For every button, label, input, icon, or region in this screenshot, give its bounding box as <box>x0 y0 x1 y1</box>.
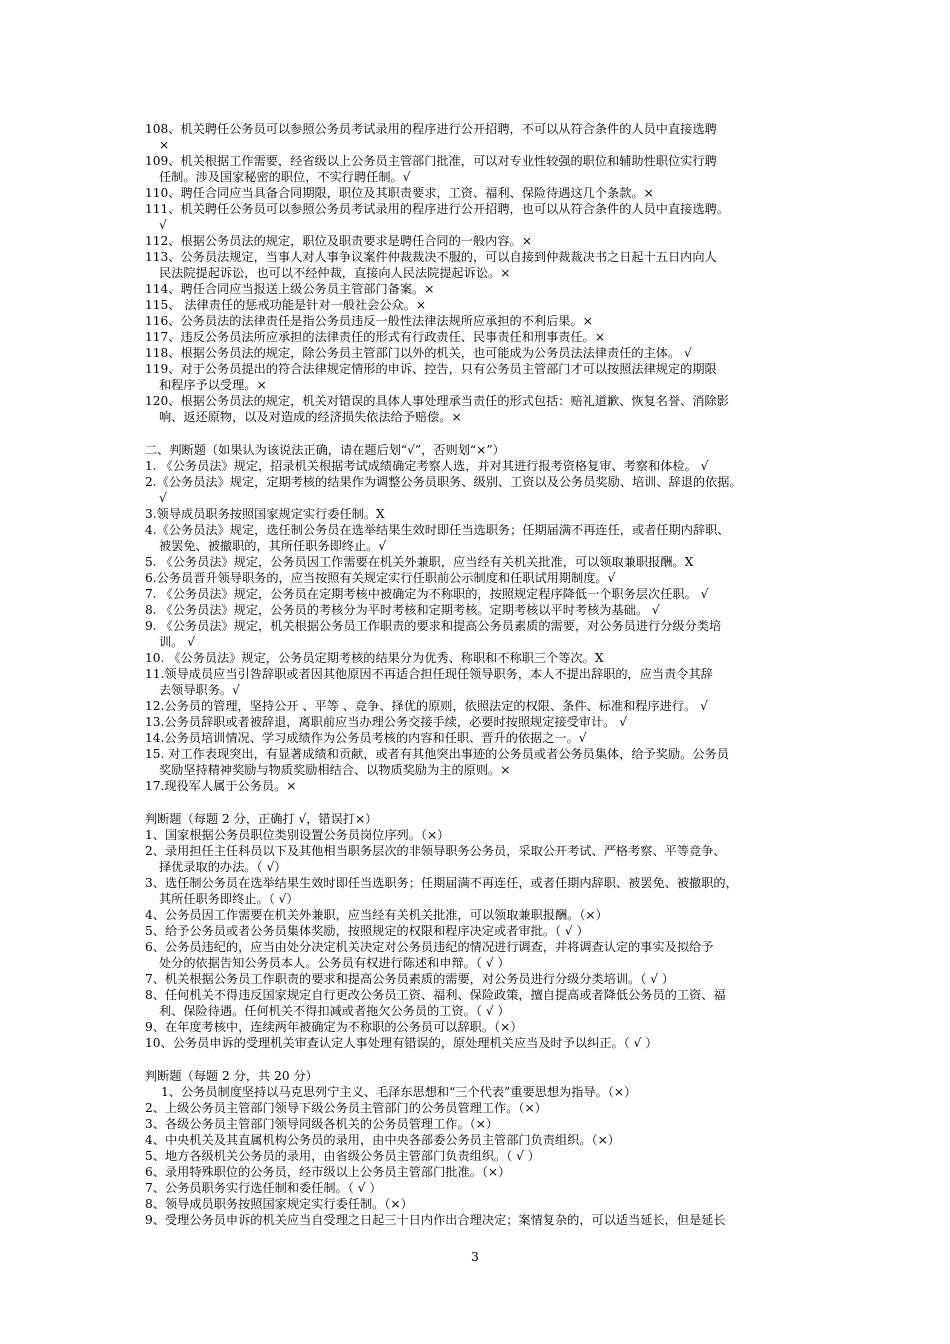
text-line: 117、违反公务员法所应承担的法律责任的形式有行政责任、民事责任和刑事责任。× <box>145 330 606 344</box>
text-line: 2、录用担任主任科员以下及其他相当职务层次的非领导职务公务员，采取公开考试、严格考察、平等竞争、 <box>145 844 726 858</box>
text-line: 12.公务员的管理，坚持公开 、平等 、竞争、择优的原则，依照法定的权限、条件、标准和程序进行。 √ <box>145 699 708 713</box>
text-line: 7、公务员职务实行选任制和委任制。（ √ ） <box>145 1181 382 1195</box>
text-line: 116、公务员法的法律责任是指公务员违反一般性法律法规所应承担的不利后果。× <box>145 314 593 328</box>
text-line: 被罢免、被撤职的，其所任职务即终止。√ <box>159 539 387 553</box>
text-line: 4、公务员因工作需要在机关外兼职，应当经有关机关批准，可以领取兼职报酬。（×） <box>145 908 608 922</box>
text-line: 任制。涉及国家秘密的职位，不实行聘任制。√ <box>159 170 411 184</box>
text-line: 6、录用特殊职位的公务员，经市级以上公务员主管部门批准。（×） <box>145 1165 511 1179</box>
text-line: 7、机关根据公务员工作职责的要求和提高公务员素质的需要，对公务员进行分级分类培训。（ √ ） <box>145 972 675 986</box>
text-line: 110、聘任合同应当具备合同期限，职位及其职责要求，工资、福利、保险待遇这几个条款。× <box>145 186 654 200</box>
text-line: 利、保险待遇。任何机关不得扣减或者拖欠公务员的工资。（ √ ） <box>159 1004 510 1018</box>
text-line: 111、机关聘任公务员可以参照公务员考试录用的程序进行公开招聘，也可以从符合条件的人员中直接选聘。 <box>145 202 729 216</box>
text-line: 115、 法律责任的惩戒功能是针对一般社会公众。× <box>145 298 427 312</box>
text-line: 奖励坚持精神奖励与物质奖励相结合、以物质奖励为主的原则。× <box>159 763 511 777</box>
section-heading: 判断题（每题 2 分，共 20 分） <box>145 1069 318 1083</box>
text-line: 10. 《公务员法》规定，公务员定期考核的结果分为优秀、称职和不称职三个等次。X <box>145 651 604 665</box>
text-line: 去领导职务。√ <box>159 683 240 697</box>
section-heading: 判断题（每题 2 分，正确打 √，错误打×） <box>145 812 378 826</box>
text-line: 14.公务员培训情况、学习成绩作为公务员考核的内容和任职、晋升的依据之一。√ <box>145 731 587 745</box>
text-line: 9、受理公务员申诉的机关应当自受理之日起三十日内作出合理决定；案情复杂的，可以适当延长，但是延长 <box>145 1213 726 1227</box>
text-line: 4.《公务员法》规定，选任制公务员在选举结果生效时即任当选职务；任期届满不再连任，或者任期内辞职、 <box>145 523 730 537</box>
text-line: 择优录取的办法。（ √） <box>159 860 287 874</box>
text-line: 2、上级公务员主管部门领导下级公务员主管部门的公务员管理工作。（×） <box>145 1101 547 1115</box>
text-line: 和程序予以受理。× <box>159 378 267 392</box>
text-line: 9. 《公务员法》规定，机关根据公务员工作职责的要求和提高公务员素质的需要，对公务员进行分级分类培 <box>145 619 722 633</box>
text-line: 5、给予公务员或者公务员集体奖励，按照规定的权限和程序决定或者审批。（ √ ） <box>145 924 589 938</box>
text-line: 4、中央机关及其直属机构公务员的录用，由中央各部委公务员主管部门负责组织。（×） <box>145 1133 620 1147</box>
text-line: × <box>159 138 170 152</box>
text-line: 114、聘任合同应当报送上级公务员主管部门备案。× <box>145 282 435 296</box>
text-line: 其所任职务即终止。（ √） <box>159 892 299 906</box>
text-line: 响、返还原物，以及对造成的经济损失依法给予赔偿。× <box>159 410 462 424</box>
text-line: 5、地方各级机关公务员的录用，由省级公务员主管部门负责组织。（ √ ） <box>145 1149 540 1163</box>
text-line: 民法院提起诉讼，也可以不经仲裁，直接向人民法院提起诉讼。× <box>159 266 511 280</box>
text-line: 训。 √ <box>159 635 196 649</box>
text-line: 11.领导成员应当引咎辞职或者因其他原因不再适合担任现任领导职务，本人不提出辞职的，应当责令其辞 <box>145 667 713 681</box>
text-line: 10、公务员申诉的受理机关审查认定人事处理有错误的，原处理机关应当及时予以纠正。（ √ ） <box>145 1036 658 1050</box>
text-line: 2.《公务员法》规定，定期考核的结果作为调整公务员职务、级别、工资以及公务员奖励、培训、辞退的依据。 <box>145 475 742 489</box>
text-line: 13.公务员辞职或者被辞退，离职前应当办理公务交接手续，必要时按照规定接受审计。 √ <box>145 715 627 729</box>
text-line: 6、公务员违纪的，应当由处分决定机关决定对公务员违纪的情况进行调查，并将调查认定的事实及拟给予 <box>145 940 714 954</box>
page-number: 3 <box>471 1249 479 1264</box>
text-line: 6.公务员晋升领导职务的，应当按照有关规定实行任职前公示制度和任职试用期制度。√ <box>145 571 616 585</box>
text-line: 9、在年度考核中，连续两年被确定为不称职的公务员可以辞职。（×） <box>145 1020 523 1034</box>
blank-line <box>145 1051 813 1068</box>
text-line: 112、根据公务员法的规定，职位及职责要求是聘任合同的一般内容。× <box>145 234 532 248</box>
text-line: √ <box>159 218 167 232</box>
text-line: 108、机关聘任公务员可以参照公务员考试录用的程序进行公开招聘，不可以从符合条件的人员中直接选聘 <box>145 122 717 136</box>
text-line: 109、机关根据工作需要，经省级以上公务员主管部门批准，可以对专业性较强的职位和辅助性职位实行聘 <box>145 154 717 168</box>
text-line: 1、国家根据公务员职位类别设置公务员岗位序列。（×） <box>145 828 450 842</box>
blank-line <box>145 794 813 811</box>
text-line: 8、任何机关不得违反国家规定自行更改公务员工资、福利、保险政策，擅自提高或者降低公务员的工资、福 <box>145 988 726 1002</box>
text-line: 15. 对工作表现突出，有显著成绩和贡献，或者有其他突出事迹的公务员或者公务员集体，给予奖励。公务员 <box>145 747 729 761</box>
text-line: 8、领导成员职务按照国家规定实行委任制。（×） <box>145 1197 413 1211</box>
text-line: 5. 《公务员法》规定，公务员因工作需要在机关外兼职，应当经有关机关批准，可以领取兼职报酬。X <box>145 555 694 569</box>
text-line: √ <box>159 491 167 505</box>
blank-line <box>145 425 813 442</box>
text-line: 处分的依据告知公务员本人。公务员有权进行陈述和申辩。（ √ ） <box>159 956 510 970</box>
text-line: 8. 《公务员法》规定，公务员的考核分为平时考核和定期考核。定期考核以平时考核为基础。 √ <box>145 603 660 617</box>
text-line: 1. 《公务员法》规定，招录机关根据考试成绩确定考察人选，并对其进行报考资格复审、考察和体检。 √ <box>145 459 709 473</box>
text-line: 113、公务员法规定，当事人对人事争议案件仲裁裁决不服的，可以自接到仲裁裁决书之日起十五日内向人 <box>145 250 717 264</box>
text-line: 3、各级公务员主管部门领导同级各机关的公务员管理工作。（×） <box>145 1117 499 1131</box>
section-heading: 二、判断题（如果认为该说法正确，请在题后划“√”，否则划“×”） <box>145 443 505 457</box>
text-line: 1、公务员制度坚持以马克思列宁主义、毛泽东思想和“三个代表”重要思想为指导。（×） <box>161 1085 637 1099</box>
text-line: 120、根据公务员法的规定，机关对错误的具体人事处理承当责任的形式包括：赔礼道歉、恢复名誉、消除影 <box>145 394 729 408</box>
text-line: 119、对于公务员提出的符合法律规定情形的申诉、控告，只有公务员主管部门才可以按照法律规定的期限 <box>145 362 717 376</box>
text-line: 3.领导成员职务按照国家规定实行委任制。X <box>145 507 385 521</box>
text-line: 3、选任制公务员在选举结果生效时即任当选职务；任期届满不再连任，或者任期内辞职、被罢免、被撤职的， <box>145 876 738 890</box>
text-line: 17.现役军人属于公务员。× <box>145 779 297 793</box>
document-body <box>145 121 813 1228</box>
text-line: 7. 《公务员法》规定，公务员在定期考核中被确定为不称职的，按照规定程序降低一个职务层次任职。 √ <box>145 587 709 601</box>
text-line: 118、根据公务员法的规定，除公务员主管部门以外的机关，也可能成为公务员法法律责任的主体。 √ <box>145 346 692 360</box>
